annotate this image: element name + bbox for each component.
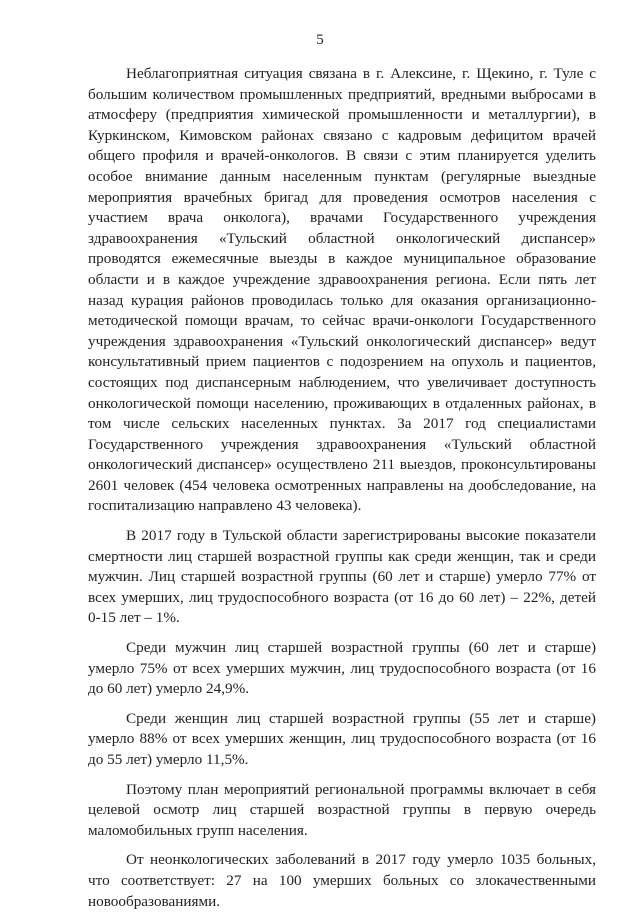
paragraph-mortality-women: Среди женщин лиц старшей возрастной группы (55 лет и старше) умерло 88% от всех умерших женщин, лиц трудоспособного возраста (от 16 до 55 лет) умерло 11,5%. bbox=[88, 709, 596, 768]
paragraph-mortality-men: Среди мужчин лиц старшей возрастной группы (60 лет и старше) умерло 75% от всех умерших мужчин, лиц трудоспособного возраста (от 16 до 60 лет) умерло 24,9%. bbox=[88, 639, 596, 698]
paragraph-non-oncological-deaths: От неонкологических заболеваний в 2017 году умерло 1035 больных, что соответствует: 27 на 100 умерших больных со злокачественными новообразованиями. bbox=[88, 851, 596, 910]
page-number: 5 bbox=[316, 32, 324, 48]
paragraph-regional-situation: Неблагоприятная ситуация связана в г. Алексине, г. Щекино, г. Туле с большим количеством промышленных предприятий, вредными выбросами в атмосферу (предприятия химической промышленности и металлургии), в Куркинском, Кимовском районах связано с кадровым дефицитом врачей общего профиля и врачей-онкологов. В связи с этим планируется уделить особое внимание данным населенным пунктам (регулярные выездные мероприятия врачебных бригад для проведения осмотров населения с участием врача онколога), врачами Государственного учреждения здравоохранения «Тульский областной онкологический диспансер» проводятся ежемесячные выезды в каждое муниципальное образование области и в каждое учреждение здравоохранения региона. Если пять лет назад курация районов проводилась только для оказания организационно-методической помощи врачам, то сейчас врачи-онкологи Государственного учреждения здравоохранения «Тульский онкологический диспансер» ведут консультативный прием пациентов с подозрением на опухоль и пациентов, состоящих под диспансерным наблюдением, что увеличивает доступность онкологической помощи населению, проживающих в отдаленных районах, в том числе сельских населенных пунктах. За 2017 год специалистами Государственного учреждения здравоохранения «Тульский областной онкологический диспансер» осуществлено 211 выездов, проконсультированы 2601 человек (454 человека осмотренных направлены на дообследование, на госпитализацию направлено 43 человека). bbox=[88, 65, 596, 515]
body-text bbox=[88, 64, 596, 921]
paragraph-mortality-2017: В 2017 году в Тульской области зарегистрированы высокие показатели смертности лиц старшей возрастной группы как среди женщин, так и среди мужчин. Лиц старшей возрастной группы (60 лет и старше) умерло 77% от всех умерших, лиц трудоспособного возраста (от 16 до 60 лет) – 22%, детей 0-15 лет – 1%. bbox=[88, 527, 596, 627]
paragraph-program-plan: Поэтому план мероприятий региональной программы включает в себя целевой осмотр лиц старшей возрастной группы в первую очередь маломобильных групп населения. bbox=[88, 780, 596, 839]
